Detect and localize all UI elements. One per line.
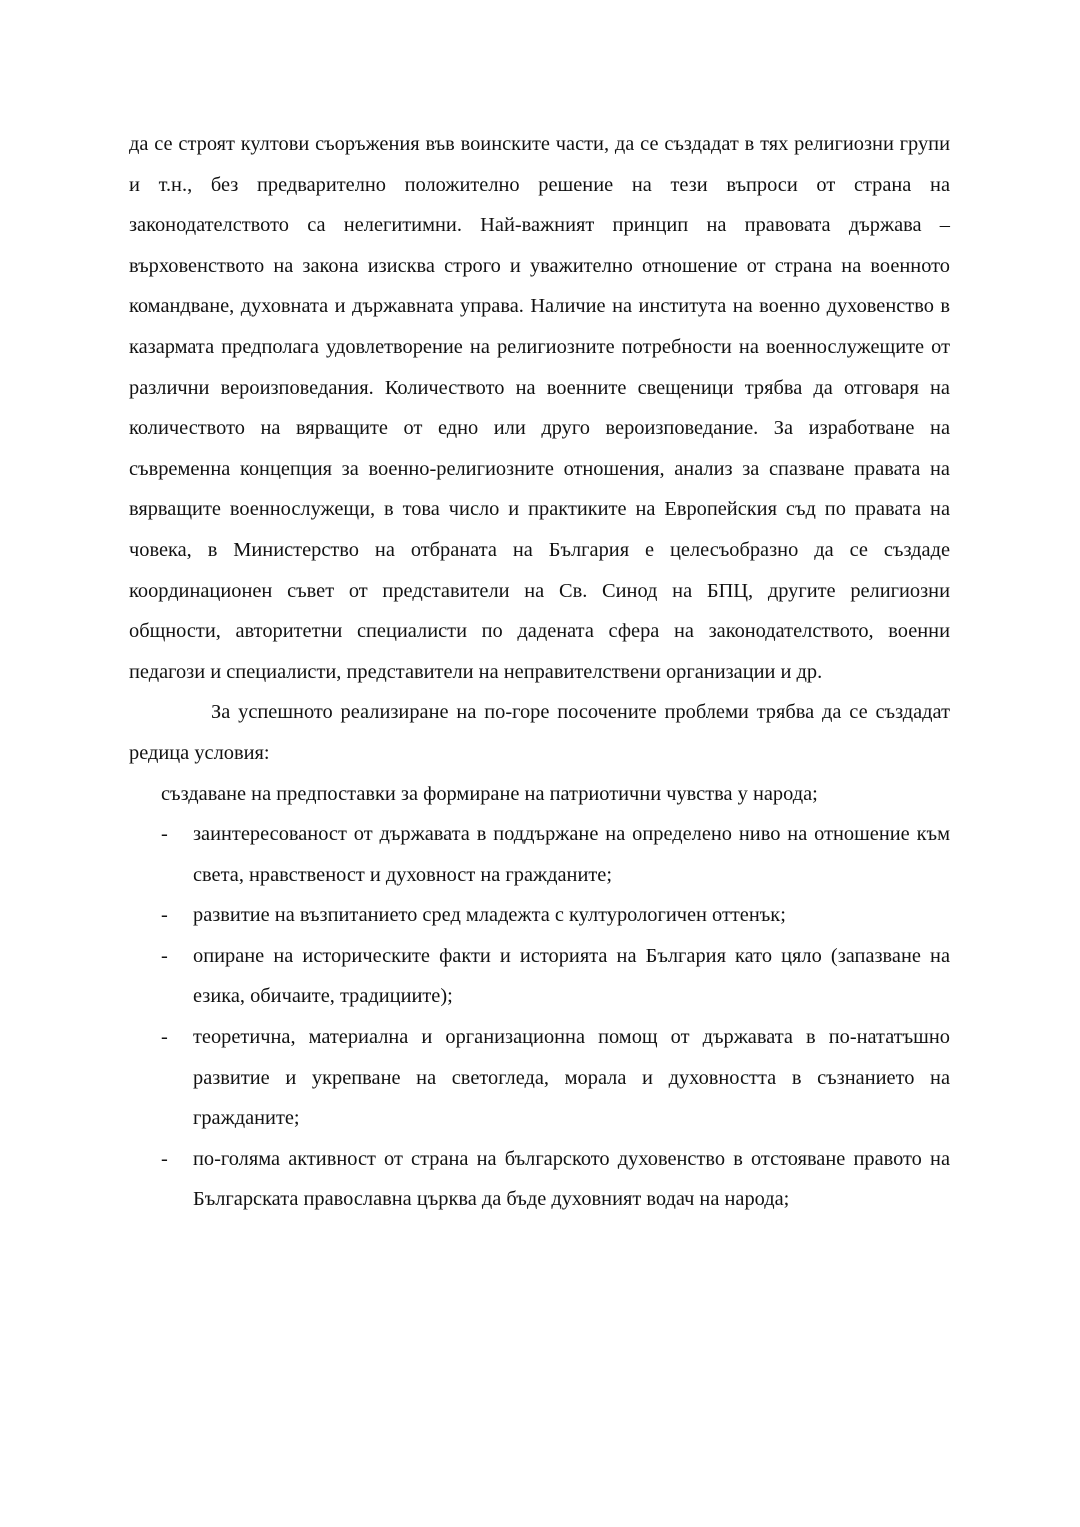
conditions-list xyxy=(129,814,950,1220)
document-body xyxy=(129,124,950,1220)
list-item-text: по-голяма активност от страна на българското духовенство в отстояване правото на Българската православна църква да бъде духовният водач на народа; xyxy=(193,1147,950,1211)
list-item xyxy=(129,814,950,895)
list-item xyxy=(129,1139,950,1220)
list-item xyxy=(129,936,950,1017)
list-item-text: теоретична, материална и организационна помощ от държавата в по-нататъшно развитие и укрепване на светогледа, морала и духовността в съзнанието на гражданите; xyxy=(193,1026,950,1130)
list-item-text: развитие на възпитанието сред младежта с културологичен оттенък; xyxy=(193,904,786,927)
dash-bullet: - xyxy=(161,823,168,846)
list-item xyxy=(129,895,950,936)
dash-bullet: - xyxy=(161,1026,168,1049)
dash-bullet: - xyxy=(161,904,168,927)
dash-bullet: - xyxy=(161,944,168,967)
list-item-text: заинтересованост от държавата в поддържане на определено ниво на отношение към света, нравственост и духовност на гражданите; xyxy=(193,823,950,886)
paragraph-military-religion: да се строят култови съоръжения във воинските части, да се създадат в тях религиозни групи и т.н., без предварително положително решение на тези въпроси от страна на законодателството са нелегитимни. Най-важният принцип на правовата държава – върховенството на закона изисква строго и уважително отношение от страна на военното командване, духовната и държавната управа. Наличие на института на военно духовенство в казармата предполага удовлетворение на религиозните потребности на военнослужещите от различни вероизповедания. Количеството на военните свещеници трябва да отговаря на количеството на вярващите от едно или друго вероизповедание. За изработване на съвременна концепция за военно-религиозните отношения, анализ за спазване правата на вярващите военнослужещи, в това число и практиките на Европейския съд по правата на човека, в Министерство на отбраната на България е целесъобразно да се създаде координационен съвет от представители на Св. Синод на БПЦ, другите религиозни общности, авторитетни специалисти по дадената сфера на законодателството, военни педагози и специалисти, представители на неправителствени организации и др. xyxy=(129,133,950,683)
list-intro-item: създаване на предпоставки за формиране на патриотични чувства у народа; xyxy=(161,782,818,805)
dash-bullet: - xyxy=(161,1147,168,1170)
paragraph-conditions-intro: За успешното реализиране на по-горе посочените проблеми трябва да се създадат редица условия: xyxy=(129,701,950,764)
list-item-text: опиране на историческите факти и историята на България като цяло (запазване на езика, обичаите, традициите); xyxy=(193,944,950,1008)
list-item xyxy=(129,1017,950,1139)
